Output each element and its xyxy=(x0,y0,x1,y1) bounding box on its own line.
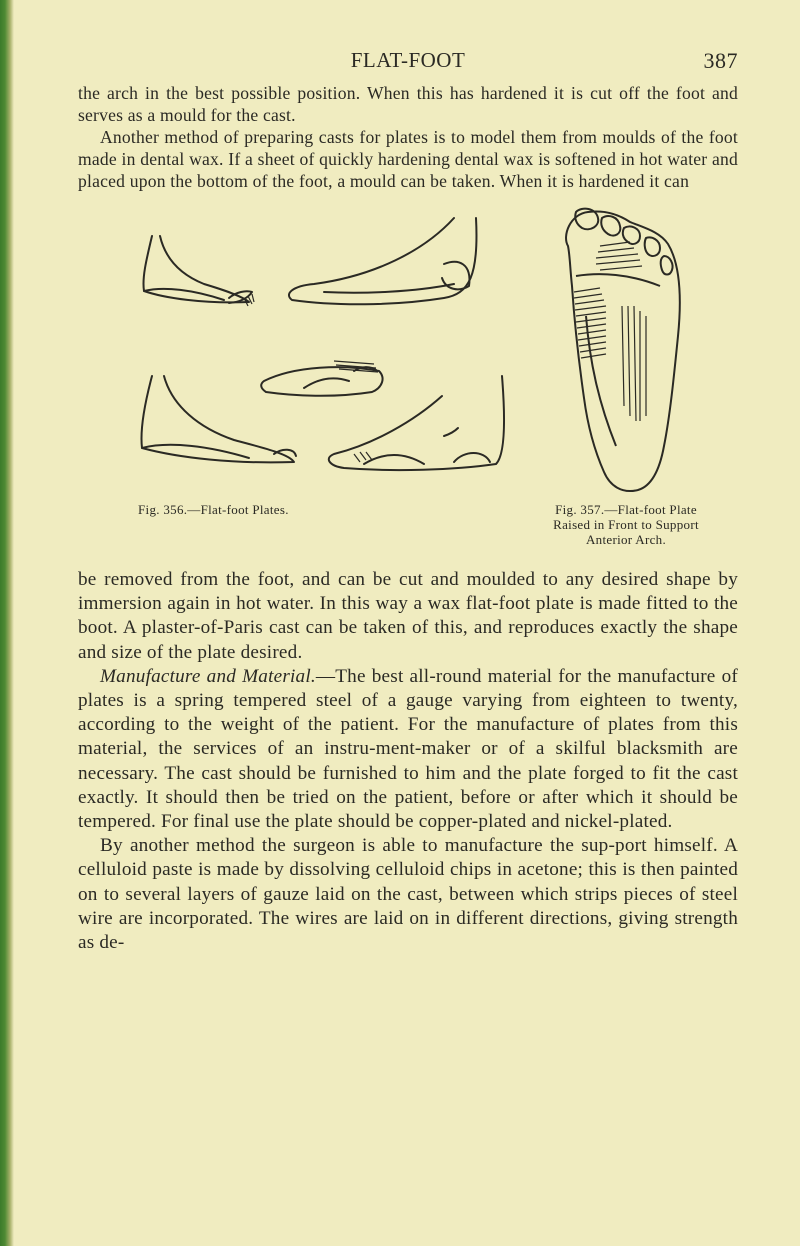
main-body-text xyxy=(78,568,738,955)
section-heading-manufacture: Manufacture and Material. xyxy=(100,665,316,687)
raised-plate-illustration xyxy=(560,206,690,496)
body-paragraph-1: be removed from the foot, and can be cut and moulded to any desired shape by immersion again in hot water. In this way a wax flat-foot plate is made fitted to the boot. A plaster-of-Paris cast can be taken of this, and reproduces exactly the shape and size of the plate desired. xyxy=(78,569,738,663)
figure-357-caption-line-3: Anterior Arch. xyxy=(585,532,666,547)
figure-357-caption xyxy=(526,502,726,547)
body-paragraph-2-text: —The best all-round material for the manufacture of plates is a spring tempered steel of a gauge varying from eighteen to twenty, according to the weight of the patient. For the manufacture of plates from this material, the services of an instru-ment-maker or of a skilful blacksmith are necessary. The cast should be furnished to him and the plate forged to fit the cast exactly. It should then be tried on the patient, before or after which it should be tempered. For final use the plate should be copper-plated and nickel-plated. xyxy=(78,665,738,833)
body-paragraph-2 xyxy=(78,665,738,834)
figure-356-caption: Fig. 356.—Flat-foot Plates. xyxy=(138,502,289,517)
flat-foot-plates-illustration xyxy=(124,206,524,496)
book-page xyxy=(78,48,738,955)
figure-357-caption-line-1: Fig. 357.—Flat-foot Plate xyxy=(555,502,697,517)
page-number: 387 xyxy=(703,48,738,73)
top-paragraph-2: Another method of preparing casts for plates is to model them from moulds of the foot made in dental wax. If a sheet of quickly hardening dental wax is softened in hot water and placed upon the bottom of the foot, a mould can be taken. When it is hardened it can xyxy=(78,127,738,191)
page-binding-edge xyxy=(0,0,14,1246)
top-paragraph-1: the arch in the best possible position. When this has hardened it is cut off the foot and serves as a mould for the cast. xyxy=(78,83,738,125)
running-title: FLAT-FOOT xyxy=(350,48,466,72)
figure-block xyxy=(78,206,738,568)
running-header xyxy=(78,48,738,82)
body-paragraph-3: By another method the surgeon is able to manufacture the sup-port himself. A celluloid paste is made by dissolving celluloid chips in acetone; this is then painted on to several layers of gauze laid on the cast, between which strips pieces of steel wire are incorporated. The wires are laid on in different directions, giving strength as de- xyxy=(78,835,738,954)
figure-357-caption-line-2: Raised in Front to Support xyxy=(553,517,699,532)
